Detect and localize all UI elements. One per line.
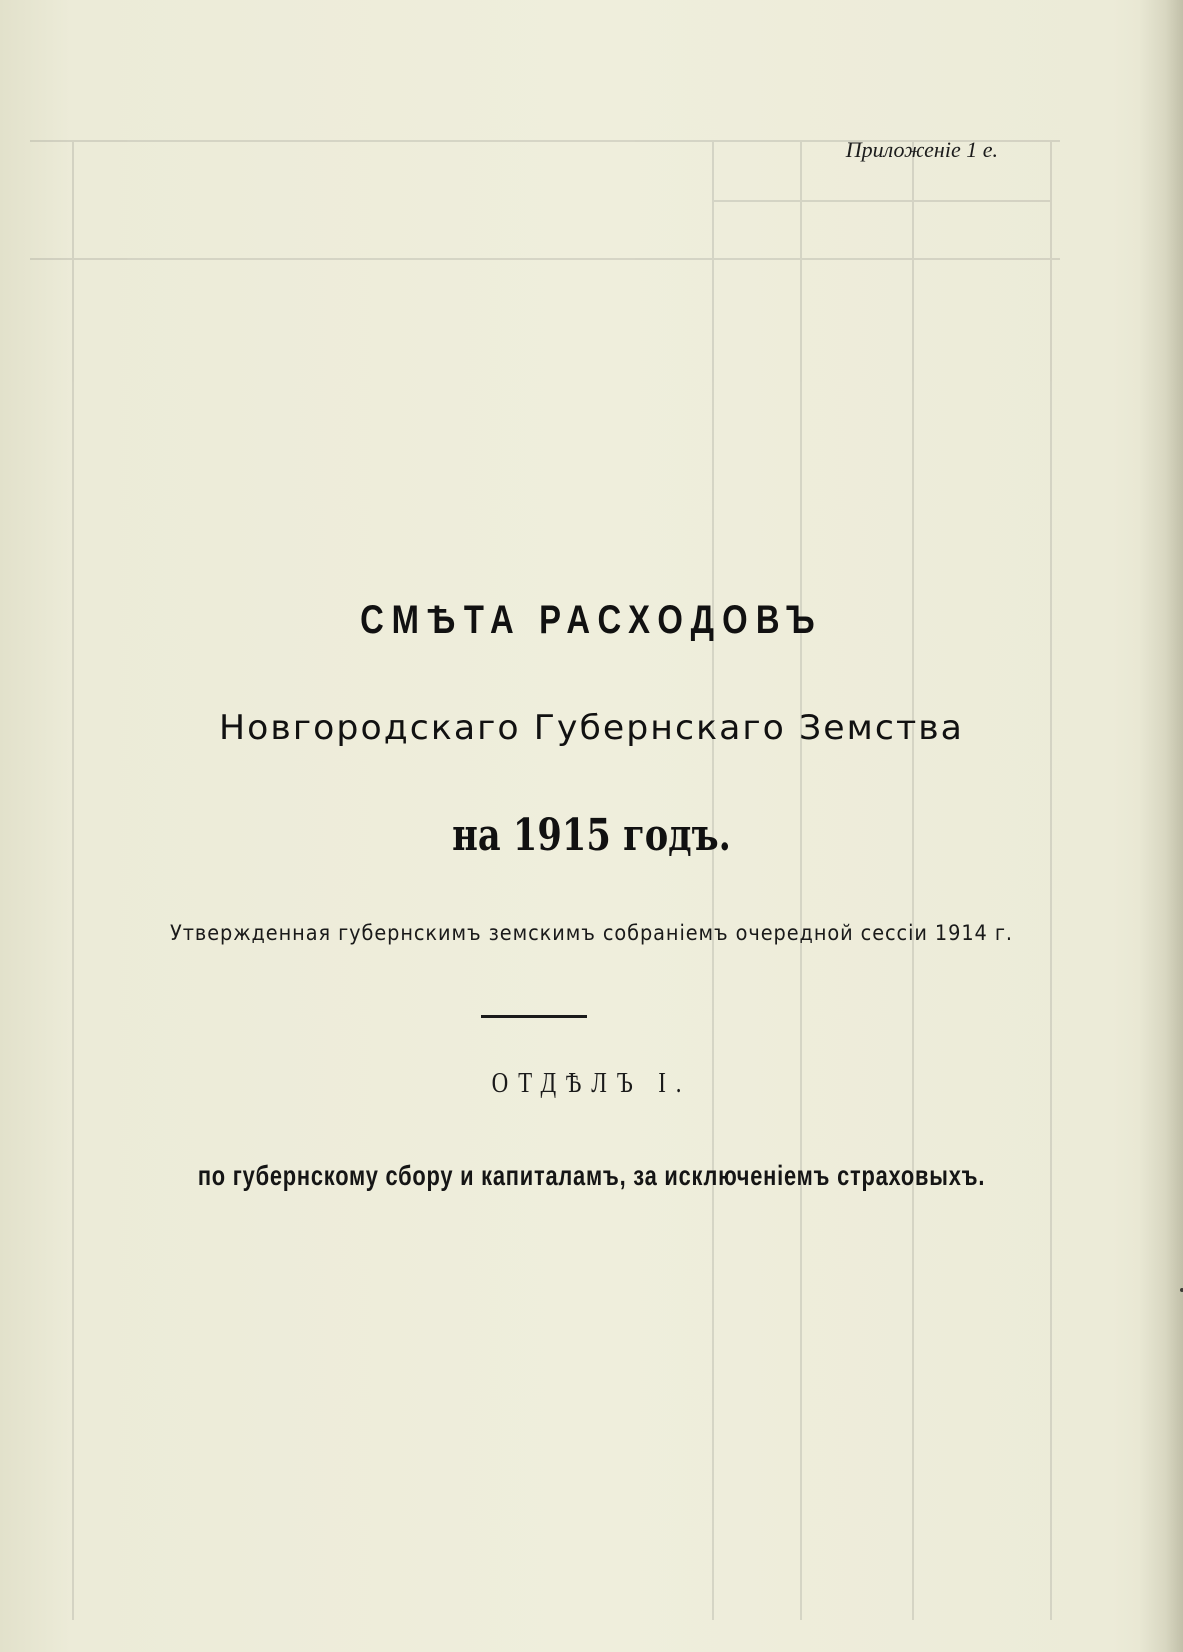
section-description: по губернскому сбору и капиталамъ, за исключеніемъ страховыхъ. <box>197 1160 986 1191</box>
approval-note: Утвержденная губернскимъ земскимъ собраніемъ очередной сессіи 1914 г. <box>170 921 1013 945</box>
document-title: СМѢТА РАСХОДОВЪ <box>360 598 823 642</box>
year-line: на 1915 годъ. <box>452 810 731 861</box>
section-heading: ОТДѢЛЪ I. <box>491 1068 692 1099</box>
appendix-label: Приложеніе 1 е. <box>845 137 998 162</box>
document-subtitle: Новгородскаго Губернскаго Земства <box>219 708 964 748</box>
divider-rule <box>481 1015 587 1018</box>
page-edge-shadow <box>1139 0 1183 1652</box>
